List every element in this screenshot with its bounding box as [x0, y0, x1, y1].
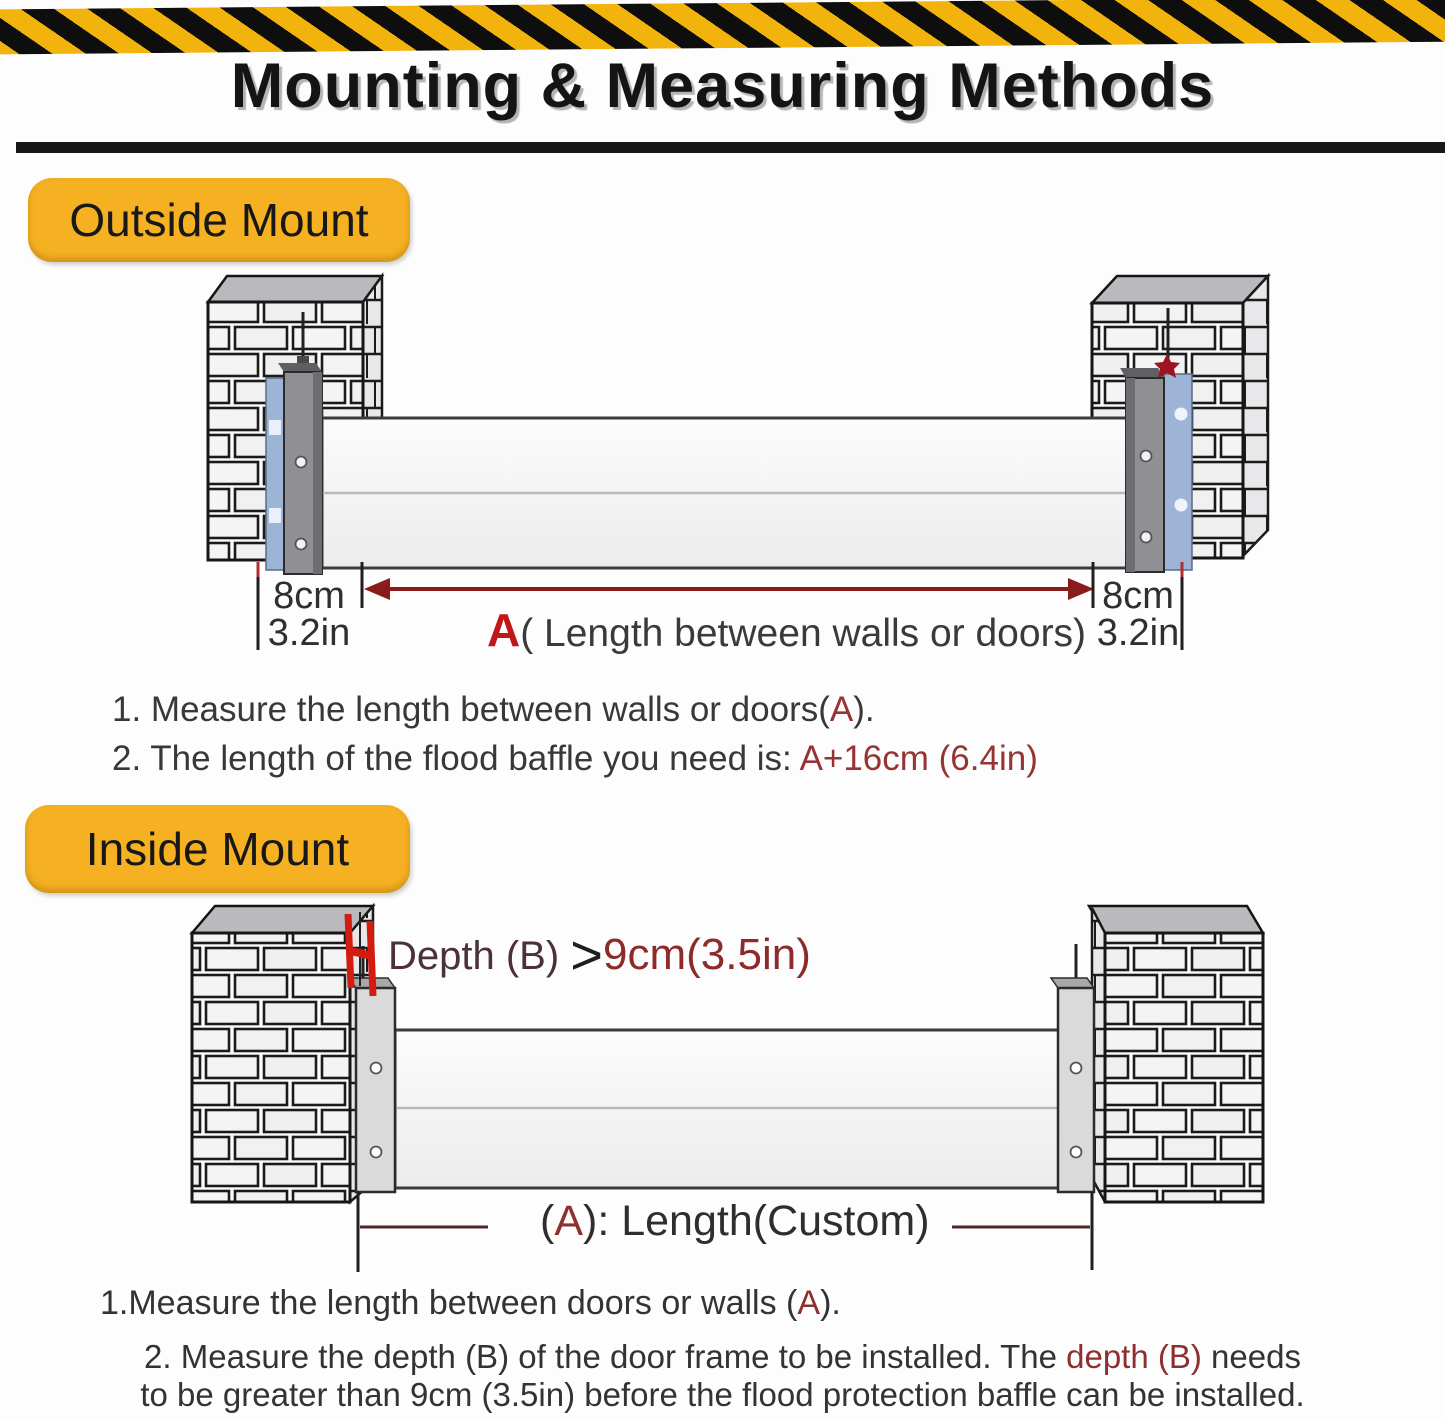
inside-mount-badge: Inside Mount	[25, 805, 410, 893]
left-pillar-inside	[192, 906, 373, 1202]
hazard-stripe-banner	[0, 0, 1445, 54]
right-pillar-inside	[1089, 906, 1263, 1202]
inside-step-2: 2. Measure the depth (B) of the door frame to be installed. The depth (B) needs	[144, 1338, 1301, 1375]
inside-step-2-cont: to be greater than 9cm (3.5in) before the flood protection baffle can be installed.	[140, 1376, 1305, 1413]
depth-marker-icon	[347, 912, 373, 996]
outside-step-2: 2. The length of the flood baffle you need is: A+16cm (6.4in)	[112, 739, 1038, 778]
inside-step-1: 1.Measure the length between doors or walls (A).	[100, 1284, 841, 1322]
right-mount-channel-inside	[1051, 944, 1094, 1192]
depth-requirement-label: Depth (B) >9cm(3.5in)	[388, 923, 811, 986]
right-offset-cm: 8cm	[1102, 575, 1174, 617]
title-divider-bar	[16, 142, 1445, 153]
outside-step-1: 1. Measure the length between walls or doors(A).	[112, 690, 875, 729]
right-offset-in: 3.2in	[1096, 612, 1180, 654]
span-length-label: A( Length between walls or doors)	[487, 604, 1087, 656]
outside-mount-diagram	[0, 270, 1445, 660]
span-a-letter: A	[487, 604, 521, 656]
page-title: Mounting & Measuring Methods	[230, 51, 1215, 121]
custom-length-label: (A): Length(Custom)	[540, 1197, 930, 1245]
left-offset-cm: 8cm	[273, 575, 345, 617]
left-offset-in: 3.2in	[267, 612, 351, 654]
outside-mount-badge: Outside Mount	[28, 178, 410, 262]
flood-barrier-outside	[322, 418, 1130, 568]
flood-barrier-inside	[395, 1030, 1060, 1188]
